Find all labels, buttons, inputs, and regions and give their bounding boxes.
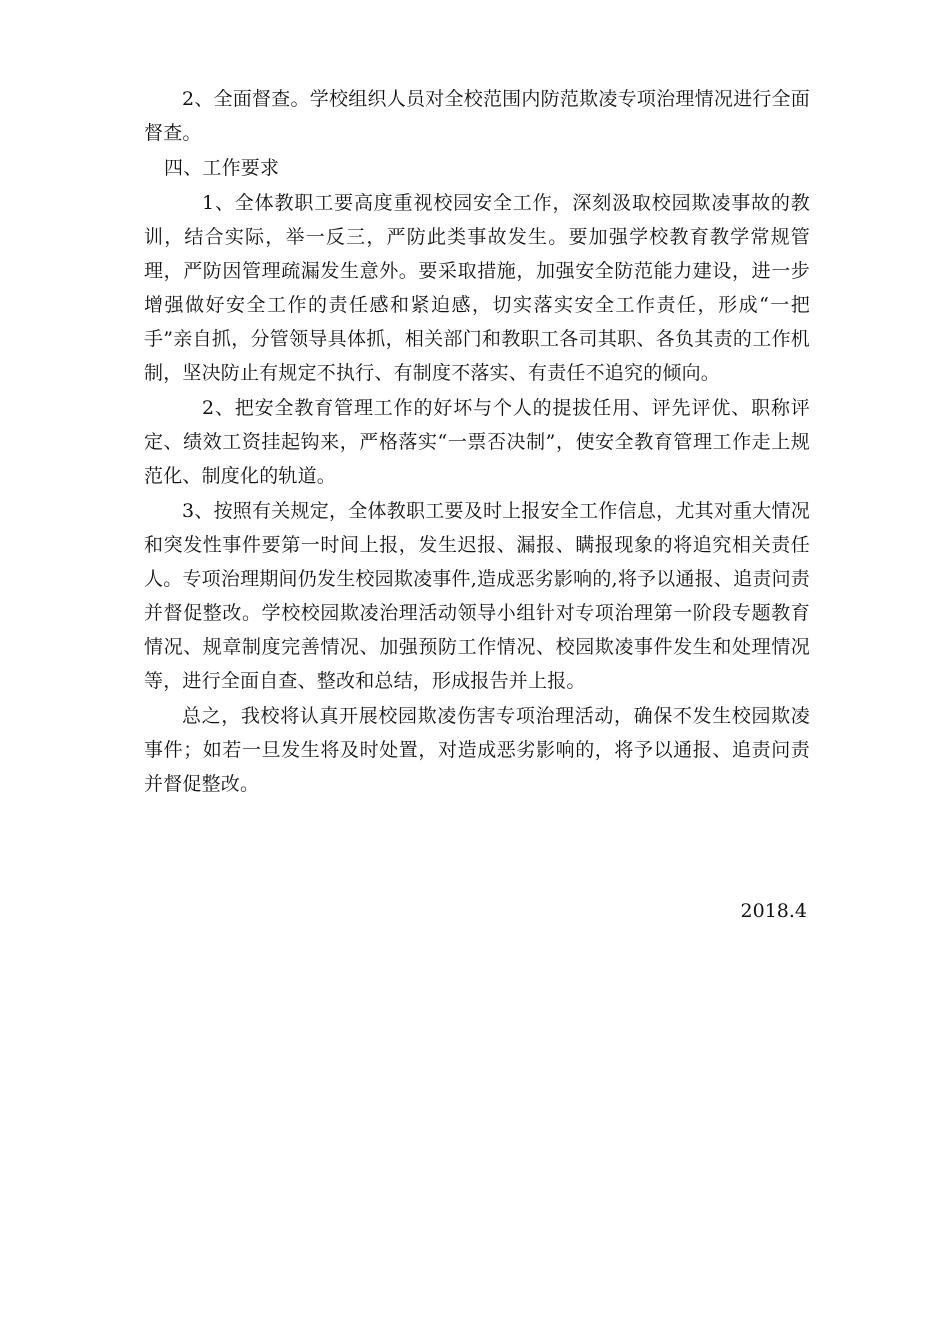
- paragraph-requirement-2: 2、把安全教育管理工作的好坏与个人的提拔任用、评先评优、职称评定、绩效工资挂起钩来，严格落实“一票否决制”，使安全教育管理工作走上规范化、制度化的轨道。: [144, 397, 810, 487]
- section-heading-work-requirements: 四、工作要求: [164, 157, 280, 179]
- paragraph-requirement-1: 1、全体教职工要高度重视校园安全工作，深刻汲取校园欺凌事故的教训，结合实际，举一反三，严防此类事故发生。要加强学校教育教学常规管理，严防因管理疏漏发生意外。要采取措施，加强安全防范能力建设，进一步增强做好安全工作的责任感和紧迫感，切实落实安全工作责任，形成“一把手”亲自抓，分管领导具体抓，相关部门和教职工各司其职、各负其责的工作机制，坚决防止有规定不执行、有制度不落实、有责任不追究的倾向。: [144, 192, 810, 384]
- document-body: [144, 82, 810, 802]
- paragraph-conclusion: 总之，我校将认真开展校园欺凌伤害专项治理活动，确保不发生校园欺凌事件；如若一旦发生将及时处置，对造成恶劣影响的，将予以通报、追责问责并督促整改。: [144, 705, 810, 795]
- paragraph-requirement-3: 3、按照有关规定，全体教职工要及时上报安全工作信息，尤其对重大情况和突发性事件要第一时间上报，发生迟报、漏报、瞒报现象的将追究相关责任人。专项治理期间仍发生校园欺凌事件,造成恶劣影响的,将予以通报、追责问责并督促整改。学校校园欺凌治理活动领导小组针对专项治理第一阶段专题教育情况、规章制度完善情况、加强预防工作情况、校园欺凌事件发生和处理情况等，进行全面自查、整改和总结，形成报告并上报。: [144, 500, 810, 692]
- paragraph-full-inspection: 2、全面督查。学校组织人员对全校范围内防范欺凌专项治理情况进行全面督查。: [144, 88, 810, 144]
- document-date: 2018.4: [740, 900, 807, 922]
